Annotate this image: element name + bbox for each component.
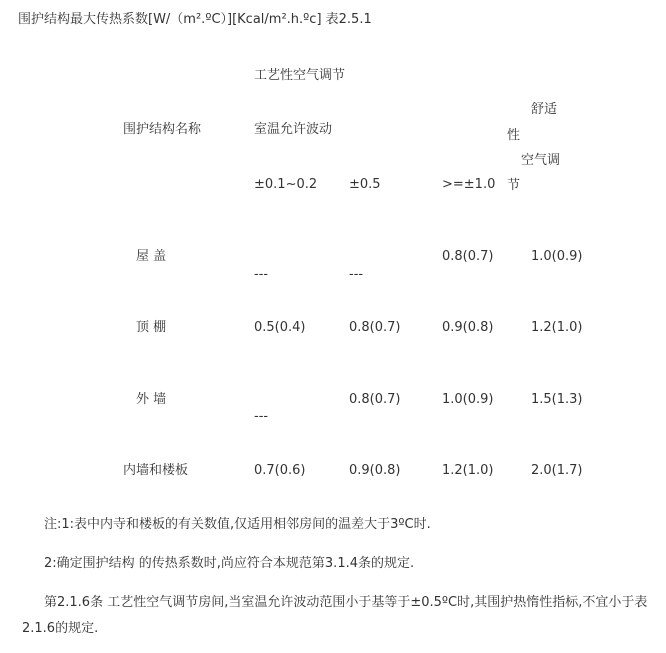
col-header-2: ±0.5 — [349, 177, 381, 192]
cell-roof-c2: --- — [349, 267, 364, 282]
cell-ceiling-c4: 1.2(1.0) — [531, 320, 583, 335]
cell-exterior-wall-c1: --- — [254, 409, 269, 424]
row-header: 围护结构名称 — [123, 122, 202, 137]
cell-ceiling-c1: 0.5(0.4) — [254, 320, 306, 335]
comfort-header-line1: 舒适 — [531, 102, 558, 117]
col-header-1: ±0.1~0.2 — [254, 177, 318, 192]
sub-header: 室温允许波动 — [254, 122, 333, 137]
comfort-header-line3: 空气调 — [521, 153, 561, 168]
cell-roof-c3: 0.8(0.7) — [442, 249, 494, 264]
cell-interior-c4: 2.0(1.7) — [531, 463, 583, 478]
cell-interior-c2: 0.9(0.8) — [349, 463, 401, 478]
note-2: 2:确定围护结构 的传热系数时,尚应符合本规范第3.1.4条的规定. — [44, 556, 415, 571]
cell-roof-c1: --- — [254, 267, 269, 282]
note-1: 注:1:表中内寺和楼板的有关数值,仅适用相邻房间的温差大于3ºC时. — [44, 517, 431, 532]
comfort-header-line4: 节 — [507, 178, 521, 193]
row-name-ceiling: 顶 棚 — [136, 320, 167, 335]
page-title: 围护结构最大传热系数[W/（m².ºC）][Kcal/m².h.ºc] 表2.5.1 — [18, 12, 372, 27]
cell-ceiling-c2: 0.8(0.7) — [349, 320, 401, 335]
row-name-interior-wall-floor: 内墙和楼板 — [123, 463, 189, 478]
group-header: 工艺性空气调节 — [254, 68, 346, 83]
row-name-roof: 屋 盖 — [136, 249, 167, 264]
row-name-exterior-wall: 外 墙 — [136, 392, 167, 407]
clause-paragraph: 第2.1.6条 工艺性空气调节房间,当室温允许波动范围小于基等于±0.5ºC时,其围护热惰性指标,不宜小于表2.1.6的规定. — [22, 595, 648, 636]
cell-exterior-wall-c4: 1.5(1.3) — [531, 392, 583, 407]
col-header-3: >=±1.0 — [442, 177, 496, 192]
comfort-header-line2: 性 — [507, 128, 521, 143]
cell-exterior-wall-c2: 0.8(0.7) — [349, 392, 401, 407]
cell-interior-c3: 1.2(1.0) — [442, 463, 494, 478]
cell-interior-c1: 0.7(0.6) — [254, 463, 306, 478]
cell-exterior-wall-c3: 1.0(0.9) — [442, 392, 494, 407]
cell-roof-c4: 1.0(0.9) — [531, 249, 583, 264]
cell-ceiling-c3: 0.9(0.8) — [442, 320, 494, 335]
